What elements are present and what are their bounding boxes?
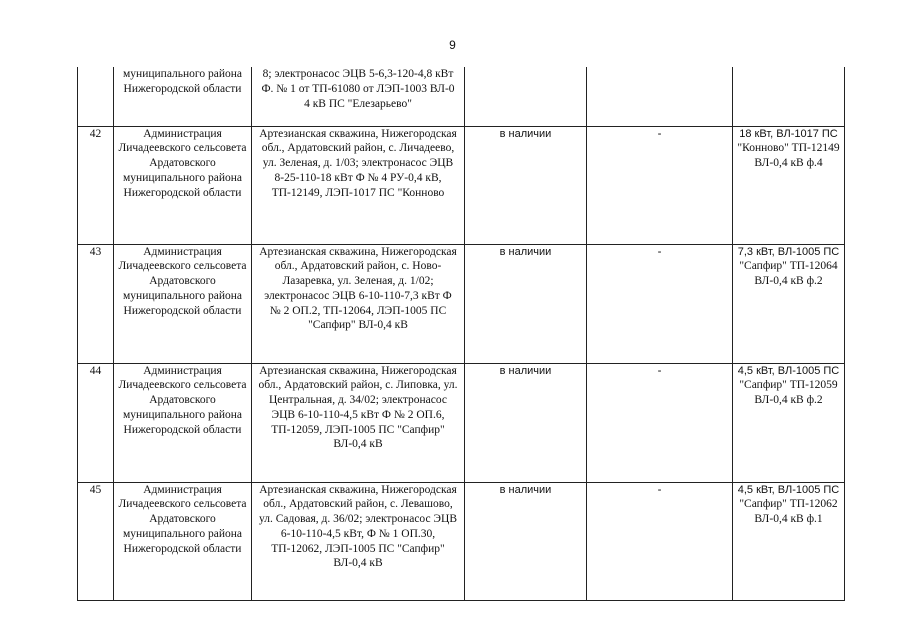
cell-power	[733, 363, 845, 482]
cell-dash: -	[587, 482, 733, 600]
table-row	[78, 363, 845, 482]
cell-num: 43	[78, 244, 114, 363]
cell-status: в наличии	[465, 244, 587, 363]
table-row	[78, 126, 845, 244]
cell-owner: Администрация Личадеевского сельсовета Ардатовского муниципального района Нижегородской области	[114, 482, 252, 600]
power-line-2: "Сапфир" ТП-12064 ВЛ-0,4 кВ ф.2	[739, 260, 838, 288]
cell-status: в наличии	[465, 482, 587, 600]
cell-object: Артезианская скважина, Нижегородская обл., Ардатовский район, с. Левашово, ул. Садовая, д. 36/02; электронасос ЭЦВ 6-10-110-4,5 кВт, Ф № 1 ОП.30, ТП-12062, ЛЭП-1005 ПС "Сапфир" ВЛ-0,4 кВ	[252, 482, 465, 600]
cell-dash: -	[587, 363, 733, 482]
cell-num: 42	[78, 126, 114, 244]
cell-object: Артезианская скважина, Нижегородская обл., Ардатовский район, с. Липовка, ул. Центральная, д. 34/02; электронасос ЭЦВ 6-10-110-4,5 кВт Ф № 2 ОП.6, ТП-12059, ЛЭП-1005 ПС "Сапфир" ВЛ-0,4 кВ	[252, 363, 465, 482]
power-line-2: "Конново" ТП-12149 ВЛ-0,4 кВ ф.4	[737, 142, 840, 170]
cell-status	[465, 67, 587, 126]
power-line-1: 18 кВт, ВЛ-1017 ПС	[739, 127, 838, 140]
cell-power	[733, 67, 845, 126]
power-line-2: "Сапфир" ТП-12059 ВЛ-0,4 кВ ф.2	[739, 379, 838, 407]
cell-status: в наличии	[465, 126, 587, 244]
cell-owner: Администрация Личадеевского сельсовета Ардатовского муниципального района Нижегородской области	[114, 363, 252, 482]
cell-power	[733, 244, 845, 363]
power-line-1: 4,5 кВт, ВЛ-1005 ПС	[737, 483, 840, 496]
cell-object: Артезианская скважина, Нижегородская обл., Ардатовский район, с. Личадеево, ул. Зеленая, д. 1/03; электронасос ЭЦВ 8-25-110-18 кВт Ф № 4 РУ-0,4 кВ, ТП-12149, ЛЭП-1017 ПС "Конново	[252, 126, 465, 244]
table-row	[78, 482, 845, 600]
cell-dash: -	[587, 126, 733, 244]
power-line-1: 4,5 кВт, ВЛ-1005 ПС	[737, 364, 840, 377]
cell-power	[733, 126, 845, 244]
cell-num: 45	[78, 482, 114, 600]
cell-object: Артезианская скважина, Нижегородская обл., Ардатовский район, с. Ново-Лазаревка, ул. Зеленая, д. 1/02; электронасос ЭЦВ 6-10-110-7,3 кВт Ф № 2 ОП.2, ТП-12064, ЛЭП-1005 ПС "Сапфир" ВЛ-0,4 кВ	[252, 244, 465, 363]
page-number: 9	[449, 38, 456, 52]
power-line-2: "Сапфир" ТП-12062 ВЛ-0,4 кВ ф.1	[739, 498, 838, 526]
cell-object: 8; электронасос ЭЦВ 5-6,3-120-4,8 кВт Ф. № 1 от ТП-61080 от ЛЭП-1003 ВЛ-0 4 кВ ПС "Елезарьево"	[252, 67, 465, 126]
cell-owner: Администрация Личадеевского сельсовета Ардатовского муниципального района Нижегородской области	[114, 126, 252, 244]
cell-dash: -	[587, 244, 733, 363]
cell-owner: муниципального района Нижегородской области	[114, 67, 252, 126]
cell-owner: Администрация Личадеевского сельсовета Ардатовского муниципального района Нижегородской области	[114, 244, 252, 363]
document-table	[77, 67, 845, 601]
cell-status: в наличии	[465, 363, 587, 482]
cell-num	[78, 67, 114, 126]
cell-dash	[587, 67, 733, 126]
table-row-continuation	[78, 67, 845, 126]
cell-num: 44	[78, 363, 114, 482]
cell-power	[733, 482, 845, 600]
table-row	[78, 244, 845, 363]
power-line-1: 7,3 кВт, ВЛ-1005 ПС	[737, 245, 840, 258]
